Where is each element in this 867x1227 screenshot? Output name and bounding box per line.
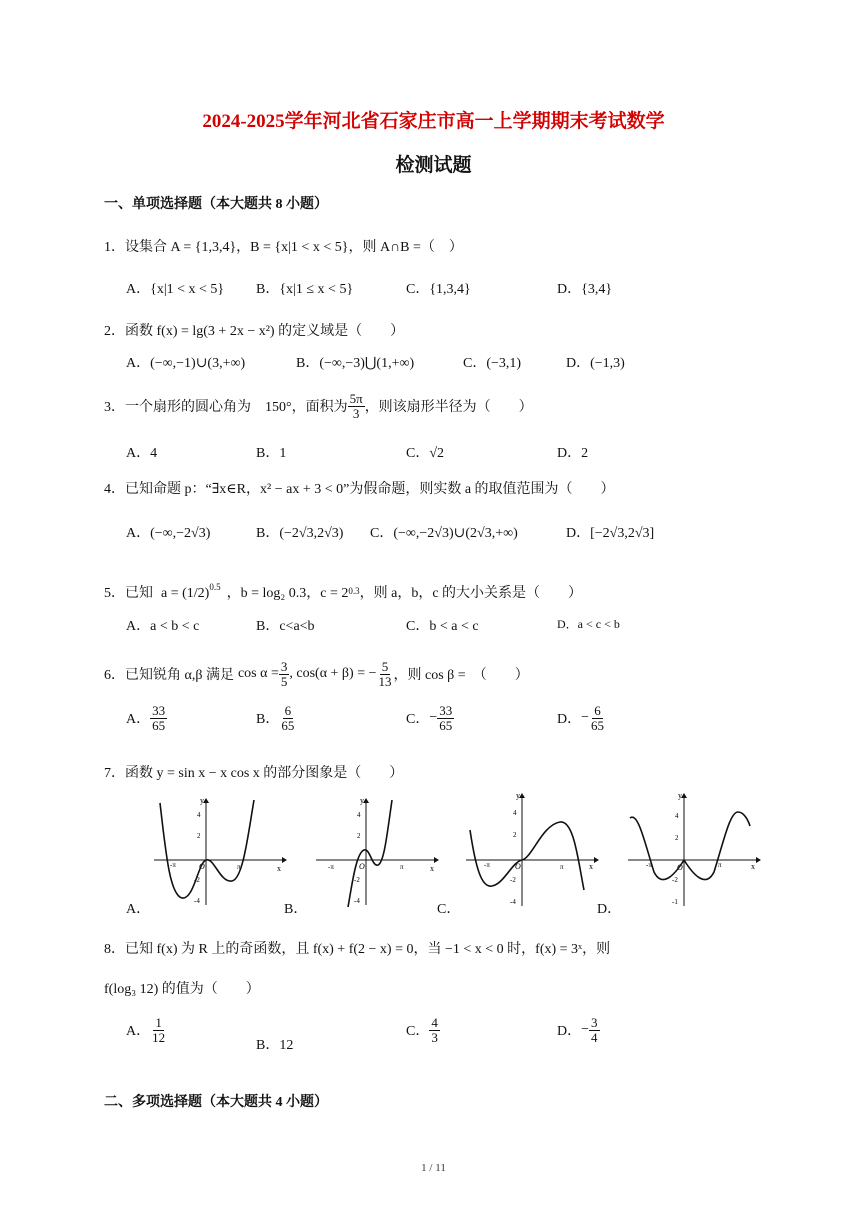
q6-option-a-num: 33 (152, 703, 166, 718)
q8-option-d (557, 1016, 600, 1044)
q8-option-b: B．12 (256, 1038, 294, 1053)
x-axis-arrow (756, 857, 761, 863)
q2-option-c: C．(−3,1) (463, 356, 522, 371)
q6-option-d (557, 704, 606, 732)
q7-option-c: C． (437, 902, 461, 917)
section-heading-single-choice: 一、单项选择题（本大题共 8 小题） (104, 197, 328, 212)
q8-option-a-fraction (150, 1016, 167, 1044)
q6-option-d-fraction (589, 704, 606, 732)
neg-pi-label: -π (484, 861, 490, 869)
q7-graph-c (462, 790, 602, 910)
q6-option-a-fraction (150, 704, 167, 732)
q5-option-c: C．b < a < c (406, 619, 479, 634)
q6-f1-denominator: 5 (280, 673, 288, 689)
document-title: 2024-2025学年河北省石家庄市高一上学期期末考试数学 (202, 111, 665, 132)
question-8-stem-line1: 8．已知 f(x) 为 R 上的奇函数，且 f(x) + f(2 − x) = 0，当 −1 < x < 0 时，f(x) = 3ˣ，则 (104, 942, 611, 957)
q5-stem-part-c: ，则 a，b，c 的大小关系是（ ） (359, 586, 583, 601)
tick-label: -2 (194, 876, 200, 884)
function-curve (348, 800, 392, 907)
tick-label: -2 (510, 876, 516, 884)
q2-option-b: B．(−∞,−3)⋃(1,+∞) (296, 356, 415, 371)
q6-cos-alpha: cos α = (237, 666, 279, 682)
origin-label: O (199, 862, 205, 871)
q1-option-a: A．{x|1 < x < 5} (126, 282, 225, 297)
x-axis-arrow (282, 857, 287, 863)
q3-fraction-numerator: 5π (349, 391, 363, 406)
q3-option-b: B．1 (256, 446, 287, 461)
tick-label: 2 (513, 831, 517, 839)
question-6-stem (104, 660, 529, 688)
q6-option-c-fraction (437, 704, 454, 732)
page-number: 1 / 11 (421, 1162, 446, 1174)
question-7-stem: 7．函数 y = sin x − x cos x 的部分图象是（ ） (104, 766, 404, 781)
q6-option-c-label: C． (406, 712, 430, 728)
q6-f2-numerator: 5 (381, 659, 389, 674)
q6-fraction-2 (377, 660, 394, 688)
q8-option-d-den: 4 (591, 1029, 598, 1045)
q8-option-c-den: 3 (431, 1029, 438, 1045)
question-5-stem (104, 582, 582, 602)
q6-option-d-num: 6 (594, 703, 601, 718)
section-heading-multiple-choice: 二、多项选择题（本大题共 4 小题） (104, 1095, 328, 1110)
tick-label: -4 (194, 897, 200, 905)
pi-label: π (400, 863, 404, 871)
q8-option-c (406, 1016, 440, 1044)
origin-label: O (677, 863, 683, 872)
tick-label: -2 (354, 876, 360, 884)
q3-fraction-denominator: 3 (352, 405, 360, 421)
q7-graph-d (624, 790, 764, 910)
q6-option-d-label: D． (557, 712, 582, 728)
q5-option-b: B．c<a<b (256, 619, 315, 634)
q8-option-d-sign: − (581, 1022, 590, 1038)
question-8-stem-line2: f(log₃ 12) 的值为（ ） (104, 982, 260, 997)
origin-label: O (515, 862, 521, 871)
q8-option-a (126, 1016, 167, 1044)
q2-option-a: A．(−∞,−1)∪(3,+∞) (126, 356, 246, 371)
tick-label: 2 (675, 834, 679, 842)
q6-option-b (256, 704, 296, 732)
tick-label: 4 (675, 812, 679, 820)
q5-option-a: A．a < b < c (126, 619, 200, 634)
q7-graph-a (148, 795, 288, 910)
pi-label: π (560, 863, 564, 871)
q7-option-a: A． (126, 902, 151, 917)
q7-option-d: D． (597, 902, 622, 917)
x-axis-label: x (751, 862, 755, 871)
q3-option-a: A．4 (126, 446, 158, 461)
x-axis-label: x (589, 862, 593, 871)
pi-label: π (237, 863, 241, 871)
q3-option-d: D．2 (557, 446, 589, 461)
q6-option-a-label: A． (126, 712, 151, 728)
q5-stem-part-a: 5．已知 (104, 586, 153, 601)
x-axis-arrow (594, 857, 599, 863)
q6-option-b-num: 6 (284, 703, 292, 718)
q6-option-d-sign: − (581, 710, 590, 726)
q6-option-b-label: B． (256, 712, 280, 728)
q6-option-a-den: 65 (152, 717, 166, 733)
q6-f1-numerator: 3 (280, 659, 288, 674)
tick-label: 4 (197, 811, 201, 819)
q5-c-exponent: 0.3 (348, 586, 360, 596)
x-axis-label: x (277, 864, 281, 873)
y-axis-label: y (200, 796, 204, 805)
q8-option-a-den: 12 (152, 1029, 166, 1045)
y-axis-label: y (360, 796, 364, 805)
q4-option-d: D．[−2√3,2√3] (566, 526, 655, 541)
q1-option-b: B．{x|1 ≤ x < 5} (256, 282, 354, 297)
q8-option-c-num: 4 (431, 1015, 438, 1030)
tick-label: -1 (672, 898, 678, 906)
q3-stem-part-b: ，则该扇形半径为（ ） (364, 400, 533, 416)
q4-option-c: C．(−∞,−2√3)∪(2√3,+∞) (370, 526, 518, 541)
q5-a-exponent: 0.5 (209, 582, 221, 592)
question-1-stem: 1．设集合 A = {1,3,4}，B = {x|1 < x < 5}，则 A∩B =（ ） (104, 240, 463, 255)
q5-a-expression: a = (1/2) (161, 586, 210, 601)
q6-option-c-den: 65 (439, 717, 453, 733)
y-axis-label: y (516, 791, 520, 800)
y-axis-label: y (678, 791, 682, 800)
q5-stem-part-b: ，b = log₂ 0.3，c = 2 (226, 586, 349, 601)
tick-label: 2 (357, 832, 361, 840)
q6-option-b-den: 65 (281, 717, 295, 733)
tick-label: -2 (672, 876, 678, 884)
q6-option-b-fraction (279, 704, 296, 732)
question-3-stem (104, 392, 533, 420)
q4-option-b: B．(−2√3,2√3) (256, 526, 344, 541)
q4-option-a: A．(−∞,−2√3) (126, 526, 211, 541)
q7-option-b: B． (284, 902, 308, 917)
q8-option-d-num: 3 (591, 1015, 598, 1030)
q1-option-c: C．{1,3,4} (406, 282, 471, 297)
q6-stem-part-a: 6．已知锐角 α,β 满足 (104, 668, 234, 684)
q6-f2-denominator: 13 (378, 673, 392, 689)
neg-pi-label: -π (170, 861, 176, 869)
q8-option-c-label: C． (406, 1024, 430, 1040)
question-4-stem: 4．已知命题 p：“∃x∈R，x² − ax + 3 < 0”为假命题，则实数 a 的取值范围为（ ） (104, 482, 615, 497)
tick-label: 4 (513, 809, 517, 817)
tick-label: -4 (510, 898, 516, 906)
tick-label: -4 (354, 897, 360, 905)
function-curve (630, 812, 750, 880)
question-2-stem: 2．函数 f(x) = lg(3 + 2x − x²) 的定义域是（ ） (104, 324, 405, 339)
document-subtitle: 检测试题 (395, 155, 472, 176)
q8-option-d-fraction (589, 1016, 600, 1044)
q2-option-d: D．(−1,3) (566, 356, 625, 371)
x-axis-label: x (430, 864, 434, 873)
q1-option-d: D．{3,4} (557, 282, 613, 297)
origin-label: O (359, 862, 365, 871)
q8-option-a-num: 1 (155, 1015, 162, 1030)
q6-option-c (406, 704, 454, 732)
q6-stem-part-b: ，则 cos β = （ ） (393, 668, 529, 684)
q8-option-d-label: D． (557, 1024, 582, 1040)
q8-option-c-fraction (429, 1016, 440, 1044)
q3-stem-part-a: 3．一个扇形的圆心角为 150°，面积为 (104, 400, 348, 416)
function-curve (470, 822, 584, 890)
tick-label: 2 (197, 832, 201, 840)
q6-option-d-den: 65 (591, 717, 605, 733)
x-axis-arrow (434, 857, 439, 863)
q7-graph-b (312, 795, 442, 910)
neg-pi-label: -π (646, 861, 652, 869)
q8-option-a-label: A． (126, 1024, 151, 1040)
function-curve (160, 800, 254, 898)
q6-option-c-sign: − (429, 710, 438, 726)
q6-option-a (126, 704, 167, 732)
q6-cos-alpha-beta: , cos(α + β) = − (289, 666, 377, 682)
neg-pi-label: -π (328, 863, 334, 871)
q6-fraction-1 (279, 660, 290, 688)
q5-option-d: D．a < c < b (557, 617, 620, 631)
tick-label: 4 (357, 811, 361, 819)
pi-label: π (718, 861, 722, 869)
q3-option-c: C．√2 (406, 446, 445, 461)
q3-area-fraction (348, 392, 365, 420)
q6-option-c-num: 33 (439, 703, 453, 718)
